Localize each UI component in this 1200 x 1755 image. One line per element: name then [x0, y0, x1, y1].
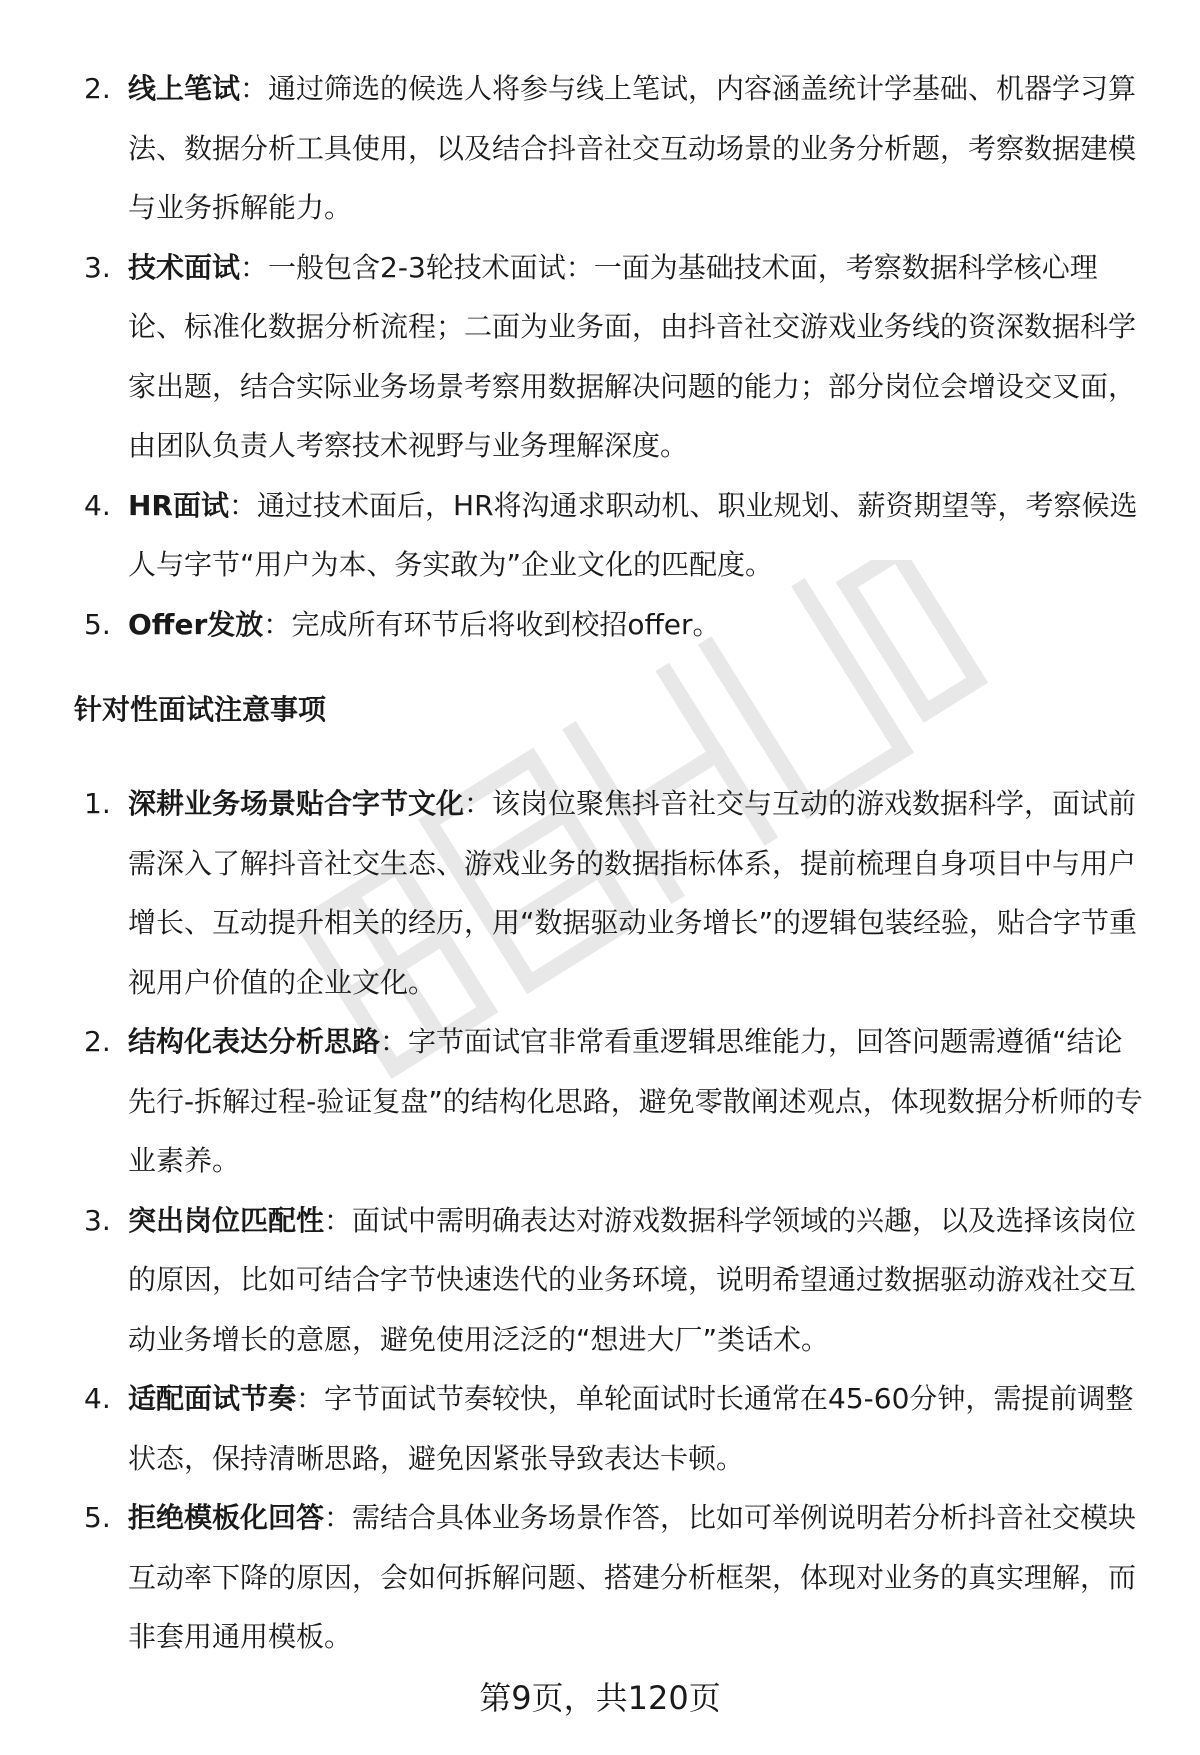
list-item-separator: ：: [296, 1382, 325, 1415]
list-item-term: 突出岗位匹配性: [128, 1203, 325, 1237]
list-item-separator: ：: [229, 488, 258, 522]
list-item-number: 1.: [84, 787, 111, 820]
list-item: [0, 774, 1200, 1012]
list-item-text: 完成所有环节后将收到校招offer。: [291, 607, 721, 641]
list-item: [0, 1488, 1200, 1667]
list-item-number: 2.: [84, 72, 111, 105]
list-item-text: 面试中需明确表达对游戏数据科学领域的兴趣，以及选择该岗位的原因，比如可结合字节快速迭代的业务环境，说明希望通过数据驱动游戏社交互动业务增长的意愿，避免使用泛泛的“想进大厂”类话术。: [128, 1203, 1137, 1356]
list-item-text: 需结合具体业务场景作答，比如可举例说明若分析抖音社交模块互动率下降的原因，会如何拆解问题、搭建分析框架，体现对业务的真实理解，而非套用通用模板。: [128, 1501, 1137, 1653]
list-item-text: 字节面试节奏较快，单轮面试时长通常在45-60分钟，需提前调整状态，保持清晰思路，避免因紧张导致表达卡顿。: [128, 1382, 1134, 1475]
list-item-text: 一般包含2-3轮技术面试：一面为基础技术面，考察数据科学核心理论、标准化数据分析流程；二面为业务面，由抖音社交游戏业务线的资深数据科学家出题，结合实际业务场景考察用数据解决问题的能力；部分岗位会增设交叉面，由团队负责人考察技术视野与业务理解深度。: [128, 250, 1137, 462]
list-item: [0, 238, 1200, 476]
list-item-term: HR面试: [128, 488, 229, 522]
list-item-term: 技术面试: [128, 250, 241, 284]
list-item: [0, 1012, 1200, 1191]
list-item: [0, 1369, 1200, 1488]
list-item-separator: ：: [324, 1203, 353, 1237]
list-item-separator: ：: [240, 72, 269, 105]
list-item-number: 5.: [84, 1501, 111, 1534]
list-item: [0, 595, 1200, 655]
list-item-number: 2.: [84, 1025, 111, 1058]
list-item-separator: ：: [240, 250, 269, 284]
interview-tips-list: [0, 774, 1200, 1667]
recruitment-process-list: [0, 59, 1200, 654]
list-item-separator: ：: [324, 1501, 353, 1534]
list-item-separator: ：: [380, 1025, 409, 1058]
list-item: [0, 59, 1200, 238]
list-item-number: 3.: [84, 1203, 111, 1237]
page-number-footer: 第9页，共120页: [479, 1679, 721, 1717]
list-item-separator: ：: [464, 787, 493, 820]
section-heading: 针对性面试注意事项: [74, 693, 327, 726]
list-item-term: Offer发放: [128, 607, 264, 641]
list-item-term: 线上笔试: [128, 72, 241, 105]
list-item-text: 字节面试官非常看重逻辑思维能力，回答问题需遵循“结论先行-拆解过程-验证复盘”的结构化思路，避免零散阐述观点，体现数据分析师的专业素养。: [128, 1025, 1143, 1177]
list-item-text: 通过技术面后，HR将沟通求职动机、职业规划、薪资期望等，考察候选人与字节“用户为本、务实敢为”企业文化的匹配度。: [128, 488, 1138, 581]
list-item-term: 结构化表达分析思路: [128, 1025, 381, 1058]
list-item-separator: ：: [263, 607, 292, 641]
list-item-number: 5.: [84, 607, 111, 641]
list-item-term: 适配面试节奏: [128, 1382, 297, 1415]
list-item-number: 4.: [84, 488, 111, 522]
list-item-text: 通过筛选的候选人将参与线上笔试，内容涵盖统计学基础、机器学习算法、数据分析工具使用，以及结合抖音社交互动场景的业务分析题，考察数据建模与业务拆解能力。: [128, 72, 1137, 224]
list-item: [0, 476, 1200, 595]
list-item-term: 拒绝模板化回答: [128, 1501, 325, 1534]
list-item-number: 3.: [84, 250, 111, 284]
list-item-number: 4.: [84, 1382, 111, 1415]
list-item-term: 深耕业务场景贴合字节文化: [128, 787, 465, 820]
list-item: [0, 1191, 1200, 1370]
list-item-text: 该岗位聚焦抖音社交与互动的游戏数据科学，面试前需深入了解抖音社交生态、游戏业务的数据指标体系，提前梳理自身项目中与用户增长、互动提升相关的经历，用“数据驱动业务增长”的逻辑包装经验，贴合字节重视用户价值的企业文化。: [128, 787, 1138, 999]
